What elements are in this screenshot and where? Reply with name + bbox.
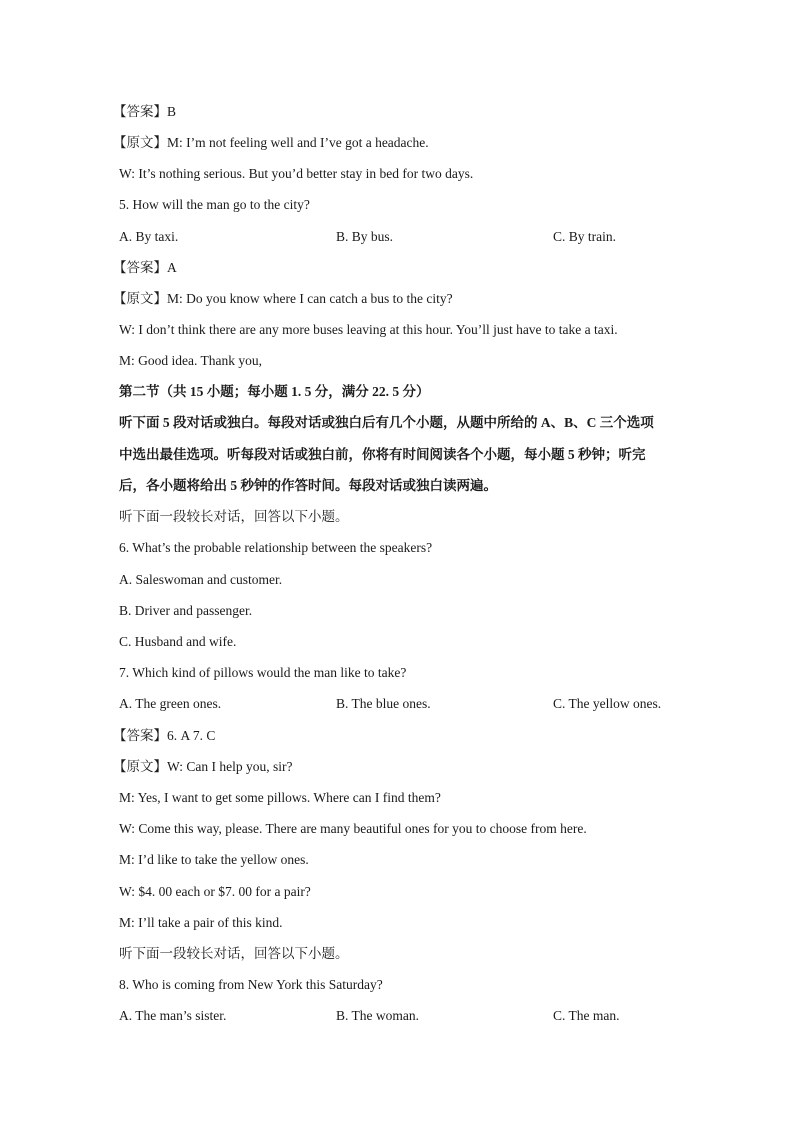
- answer-4: 【答案】B: [113, 104, 177, 119]
- question-5-option-b: B. By bus.: [336, 229, 394, 244]
- question-7-option-b: B. The blue ones.: [336, 696, 431, 711]
- transcript-67-man-3: M: I’ll take a pair of this kind.: [119, 915, 283, 930]
- transcript-67-woman-2: W: Come this way, please. There are many beautiful ones for you to choose from here.: [119, 821, 587, 836]
- transcript-67-woman-3: W: $4. 00 each or $7. 00 for a pair?: [119, 884, 311, 899]
- question-6-option-a: A. Saleswoman and customer.: [119, 572, 283, 587]
- question-5-option-c: C. By train.: [553, 229, 616, 244]
- question-8-option-b: B. The woman.: [336, 1008, 419, 1023]
- listen-instruction-2: 听下面一段较长对话，回答以下小题。: [119, 946, 349, 961]
- answer-6-7: 【答案】6. A 7. C: [113, 728, 216, 743]
- question-8-option-a: A. The man’s sister.: [119, 1008, 227, 1023]
- question-8-option-c: C. The man.: [553, 1008, 620, 1023]
- transcript-4-man: 【原文】M: I’m not feeling well and I’ve got a headache.: [113, 135, 429, 150]
- answer-5: 【答案】A: [113, 260, 177, 275]
- question-5-option-a: A. By taxi.: [119, 229, 179, 244]
- question-6-option-b: B. Driver and passenger.: [119, 603, 253, 618]
- question-6: 6. What’s the probable relationship between the speakers?: [119, 540, 433, 555]
- transcript-4-woman: W: It’s nothing serious. But you’d better stay in bed for two days.: [119, 166, 474, 181]
- question-6-option-c: C. Husband and wife.: [119, 634, 237, 649]
- transcript-67-man-1: M: Yes, I want to get some pillows. Where can I find them?: [119, 790, 441, 805]
- transcript-5-man-2: M: Good idea. Thank you,: [119, 353, 262, 368]
- section-2-instructions-2: 中选出最佳选项。听每段对话或独白前，你将有时间阅读各个小题，每小题 5 秒钟；听完: [119, 447, 646, 462]
- transcript-5-woman: W: I don’t think there are any more buses leaving at this hour. You’ll just have to take a taxi.: [119, 322, 618, 337]
- section-2-instructions-3: 后，各小题将给出 5 秒钟的作答时间。每段对话或独白读两遍。: [119, 478, 497, 493]
- transcript-67-man-2: M: I’d like to take the yellow ones.: [119, 852, 309, 867]
- question-5: 5. How will the man go to the city?: [119, 197, 310, 212]
- transcript-67-woman: 【原文】W: Can I help you, sir?: [113, 759, 293, 774]
- transcript-5-man: 【原文】M: Do you know where I can catch a bus to the city?: [113, 291, 453, 306]
- listen-instruction-1: 听下面一段较长对话，回答以下小题。: [119, 509, 349, 524]
- section-2-title: 第二节（共 15 小题；每小题 1. 5 分，满分 22. 5 分）: [119, 384, 430, 399]
- question-7: 7. Which kind of pillows would the man like to take?: [119, 665, 407, 680]
- question-7-option-c: C. The yellow ones.: [553, 696, 662, 711]
- section-2-instructions-1: 听下面 5 段对话或独白。每段对话或独白后有几个小题，从题中所给的 A、B、C 三个选项: [119, 415, 654, 430]
- question-7-option-a: A. The green ones.: [119, 696, 222, 711]
- question-8: 8. Who is coming from New York this Saturday?: [119, 977, 383, 992]
